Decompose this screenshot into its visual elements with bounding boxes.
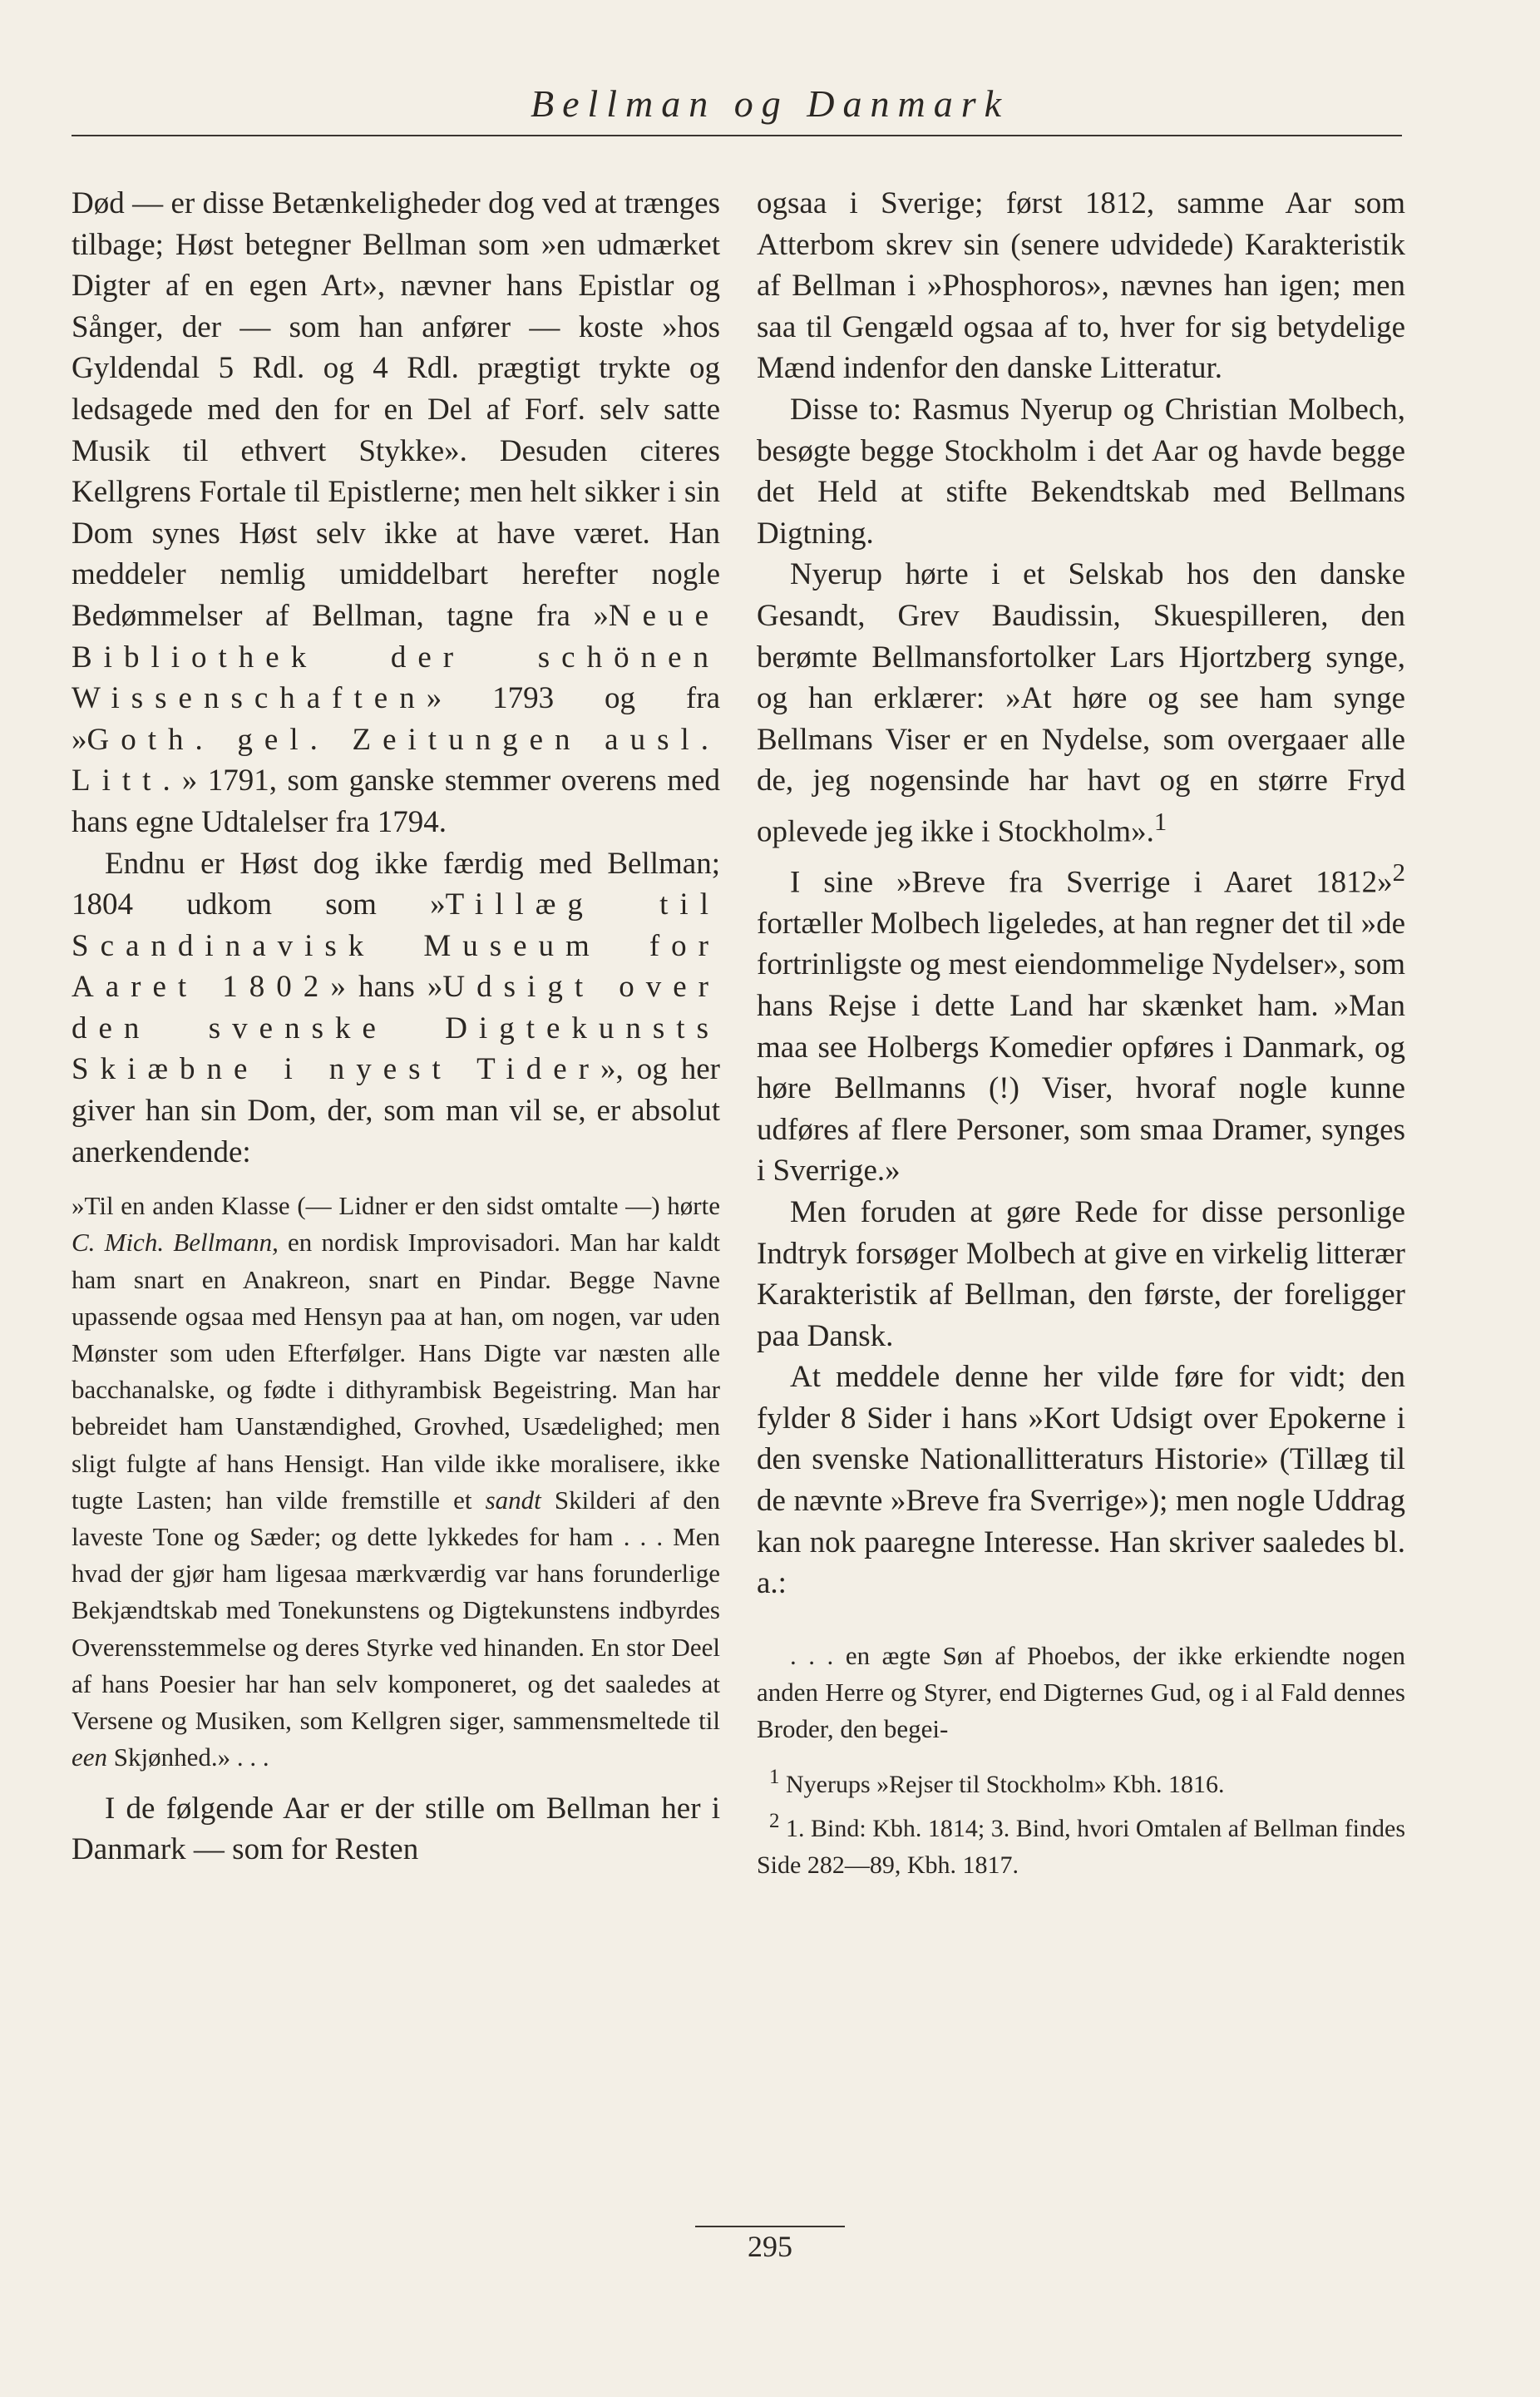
text-run: » hans »: [330, 970, 443, 1005]
text-run: I sine »Breve fra Sverrige i Aaret 1812»: [790, 865, 1393, 900]
text-run: » 1791, som ganske stemmer overens med hans egne Udtalelser fra 1794.: [72, 764, 720, 839]
footnotes: [757, 1759, 1405, 1884]
page-number: 295: [748, 2230, 792, 2263]
footnote-marker: 2: [1392, 857, 1405, 887]
text-run: Endnu er Høst dog ikke færdig med Bellman; 1804 udkom som »: [72, 846, 720, 922]
spaced-title: Neue Bibliothek der schönen Wissenschaften: [72, 598, 720, 716]
block-quote: [72, 1188, 720, 1776]
right-paragraph-5: Men foruden at gøre Rede for disse personlige Indtryk forsøger Molbech at give en virkelig litterær Karakteristik af Bellman, den første, der foreligger paa Dansk.: [757, 1194, 1405, 1353]
right-paragraph-4: [757, 853, 1405, 1192]
footnote-number: 1: [769, 1766, 780, 1789]
header-rule: [72, 135, 1402, 136]
footnote-1: [757, 1759, 1405, 1803]
footnote-number: 2: [769, 1810, 780, 1833]
italic-word: een: [72, 1742, 108, 1772]
text-run: »Til en anden Klasse (— Lidner er den sidst omtalte —) hørte: [72, 1191, 720, 1221]
footnote-2: [757, 1803, 1405, 1884]
right-paragraph-1: ogsaa i Sverige; først 1812, samme Aar som Atterbom skrev sin (senere udvidede) Karakteristik af Bellman i »Phosphoros», nævnes han igen; men saa til Gengæld ogsaa af to, hver for sig betydelige Mænd indenfor den danske Litteratur.: [757, 186, 1405, 386]
spaced-title: Tillæg til Scandinavisk Museum for Aaret 1802: [72, 887, 720, 1005]
text-run: Skilderi af den laveste Tone og Sæder; og dette lykkedes for ham . . . Men hvad der gjør ham ligesaa mærkværdig var hans forunderlige Bekjændtskab med Tonekunstens og Digtekunstens indbyrdes Overensstemmelse og deres Styrke ved hinanden. En stor Deel af hans Poesier har han selv komponeret, og det saaledes at Versene og Musiken, som Kellgren siger, sammensmeltede til: [72, 1485, 720, 1736]
right-paragraph-3: [757, 554, 1405, 852]
text-run: Nyerup hørte i et Selskab hos den danske Gesandt, Grev Baudissin, Skuespilleren, den berømte Bellmansfortolker Lars Hjortzberg synge, og han erklærer: »At høre og see ham synge Bellmans Viser er en Nydelse, som overgaaer alle de, jeg nogensinde har havt og en større Fryd oplevede jeg ikke i Stockholm».: [757, 557, 1405, 849]
text-run: », og her giver han sin Dom, der, som man vil se, er absolut anerkendende:: [72, 1052, 720, 1169]
text-run: fortæller Molbech ligeledes, at han regner det til »de fortrinligste og mest eiendommelige Nydelser», som hans Rejse i dette Land har skænket ham. »Man maa see Holbergs Komedier opføres i Danmark, og høre Bellmanns (!) Viser, hvoraf nogle kunne udføres af flere Personer, som smaa Dramer, synges i Sverrige.»: [757, 906, 1405, 1189]
italic-word: sandt: [485, 1485, 541, 1515]
text-run: Skjønhed.» . . .: [107, 1742, 269, 1772]
running-head: Bellman og Danmark: [530, 82, 1010, 125]
italic-name: C. Mich. Bellmann,: [72, 1228, 279, 1258]
spaced-title: Udsigt over den svenske Digtekunsts Skiæbne i nyest Tider: [72, 970, 720, 1087]
footnote-text: 1. Bind: Kbh. 1814; 3. Bind, hvori Omtalen af Bellman findes Side 282—89, Kbh. 1817.: [757, 1815, 1406, 1880]
right-column: [757, 183, 1405, 1884]
left-paragraph-3: I de følgende Aar er der stille om Bellman her i Danmark — som for Resten: [72, 1791, 720, 1867]
left-paragraph-2: [72, 843, 720, 1174]
text-run: en nordisk Improvisadori. Man har kaldt ham snart en Anakreon, snart en Pindar. Begge Navne upassende ogsaa med Hensyn paa at han, om nogen, var uden Mønster som uden Efterfølger. Hans Digte var næsten alle bacchanalske, og fødte i dithyrambisk Begeistring. Man har bebreidet ham Uanstændighed, Grovhed, Usædelighed; men sligt fulgte af hans Hensigt. Han vilde ikke moralisere, ikke tugte Lasten; han vilde fremstille et: [72, 1228, 721, 1515]
left-paragraph-1: [72, 183, 720, 843]
right-paragraph-2: Disse to: Rasmus Nyerup og Christian Molbech, besøgte begge Stockholm i det Aar og havde begge det Held at stifte Bekendtskab med Bellmans Digtning.: [757, 392, 1405, 551]
block-quote: [757, 1638, 1405, 1748]
left-column: [72, 183, 720, 1871]
footnote-text: Nyerups »Rejser til Stockholm» Kbh. 1816.: [786, 1771, 1225, 1799]
folio-rule: [695, 2226, 845, 2227]
quote-text: . . . en ægte Søn af Phoebos, der ikke erkiendte nogen anden Herre og Styrer, end Digternes Gud, og i al Fald dennes Broder, den begei-: [757, 1640, 1405, 1744]
footnote-marker: 1: [1153, 807, 1167, 836]
spaced-title: Goth. gel. Zeitungen ausl. Litt.: [72, 722, 720, 798]
text-run: » 1793 og fra »: [72, 681, 720, 757]
text-run: Død — er disse Betænkeligheder dog ved at trænges tilbage; Høst betegner Bellman som »en udmærket Digter af en egen Art», nævner hans Epistlar og Sånger, der — som han anfører — koste »hos Gyldendal 5 Rdl. og 4 Rdl. prægtigt trykte og ledsagede med den for en Del af Forf. selv satte Musik til ethvert Stykke». Desuden citeres Kellgrens Fortale til Epistlerne; men helt sikker i sin Dom synes Høst selv ikke at have været. Han meddeler nemlig umiddelbart herefter nogle Bedømmelser af Bellman, tagne fra »: [72, 186, 720, 633]
right-paragraph-6: At meddele denne her vilde føre for vidt; den fylder 8 Sider i hans »Kort Udsigt over Epokerne i den svenske Nationallitteraturs Historie» (Tillæg til de nævnte »Breve fra Sverrige»); men nogle Uddrag kan nok paaregne Interesse. Han skriver saaledes bl. a.:: [757, 1360, 1405, 1601]
